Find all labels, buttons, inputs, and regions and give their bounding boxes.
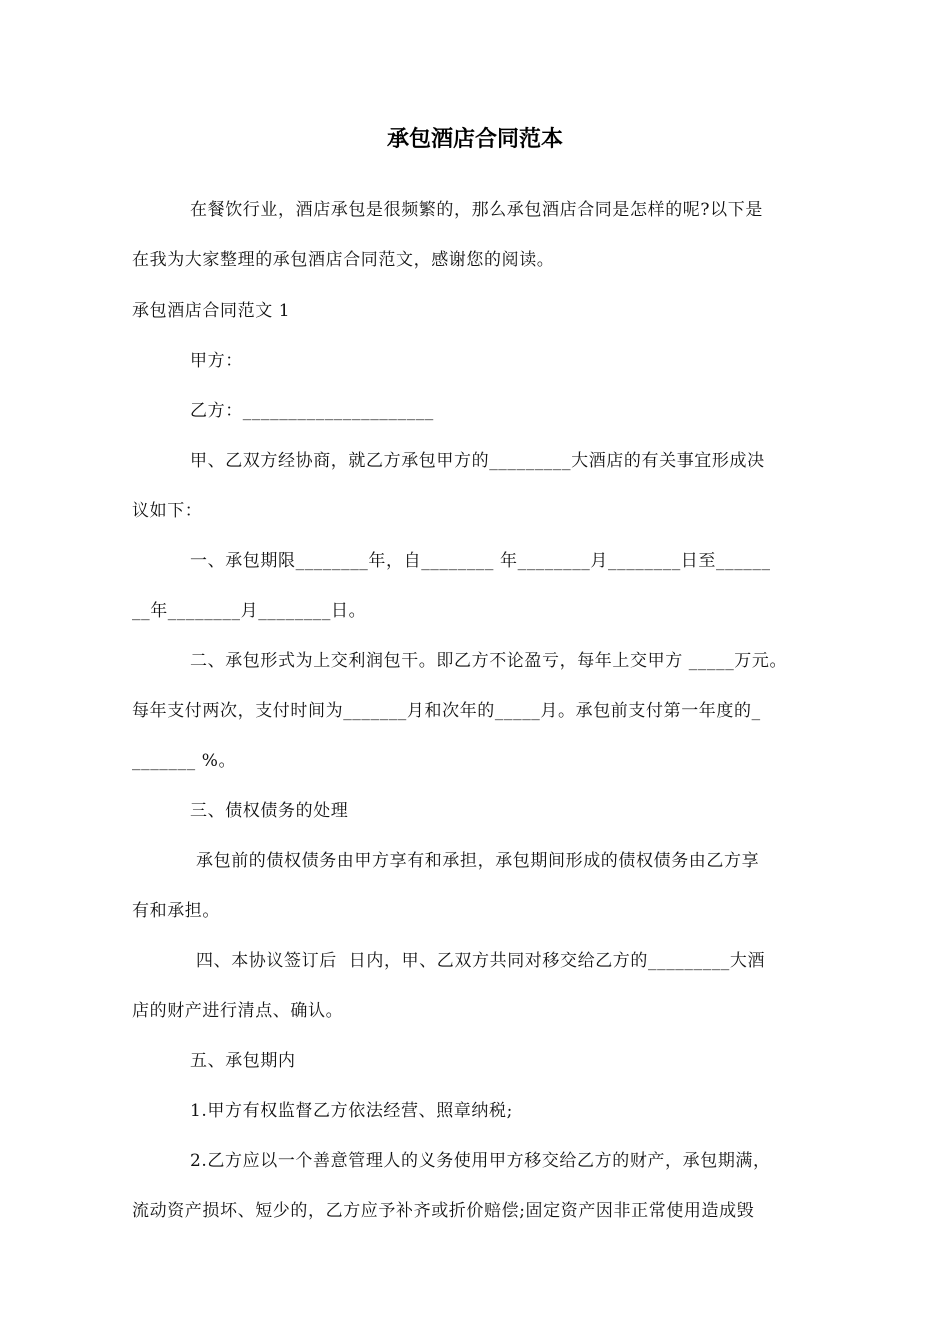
clause-line: 承包前的债权债务由甲方享有和承担，承包期间形成的债权债务由乙方享 <box>190 851 760 871</box>
clause-line: 四、本协议签订后 日内，甲、乙双方共同对移交给乙方的_________大酒 <box>190 951 766 971</box>
paragraph-line: 议如下： <box>132 501 203 521</box>
clause-line: 一、承包期限________年，自________ 年________月________日至______ <box>190 551 771 571</box>
clause-line: _______ %。 <box>132 751 237 771</box>
section-heading: 承包酒店合同范文 1 <box>132 301 291 321</box>
party-a-line: 甲方： <box>190 351 243 371</box>
clause-heading: 三、债权债务的处理 <box>190 801 349 821</box>
list-item: 流动资产损坏、短少的，乙方应予补齐或折价赔偿;固定资产因非正常使用造成毁 <box>132 1201 755 1221</box>
clause-heading: 五、承包期内 <box>190 1051 296 1071</box>
list-item: 1.甲方有权监督乙方依法经营、照章纳税; <box>190 1101 513 1121</box>
party-b-line: 乙方：_____________________ <box>190 401 434 421</box>
clause-line: 二、承包形式为上交利润包干。即乙方不论盈亏，每年上交甲方 _____万元。 <box>190 651 788 671</box>
document-title: 承包酒店合同范本 <box>386 127 563 152</box>
paragraph-line: 在餐饮行业，酒店承包是很频繁的，那么承包酒店合同是怎样的呢?以下是 <box>190 200 763 220</box>
paragraph-line: 在我为大家整理的承包酒店合同范文，感谢您的阅读。 <box>132 250 555 270</box>
clause-line: 每年支付两次，支付时间为_______月和次年的_____月。承包前支付第一年度的_ <box>132 701 761 721</box>
list-item: 2.乙方应以一个善意管理人的义务使用甲方移交给乙方的财产，承包期满， <box>190 1151 771 1171</box>
clause-line: 店的财产进行清点、确认。 <box>132 1001 344 1021</box>
clause-line: 有和承担。 <box>132 901 220 921</box>
paragraph-line: 甲、乙双方经协商，就乙方承包甲方的_________大酒店的有关事宜形成决 <box>190 451 765 471</box>
clause-line: __年________月________日。 <box>132 601 367 621</box>
